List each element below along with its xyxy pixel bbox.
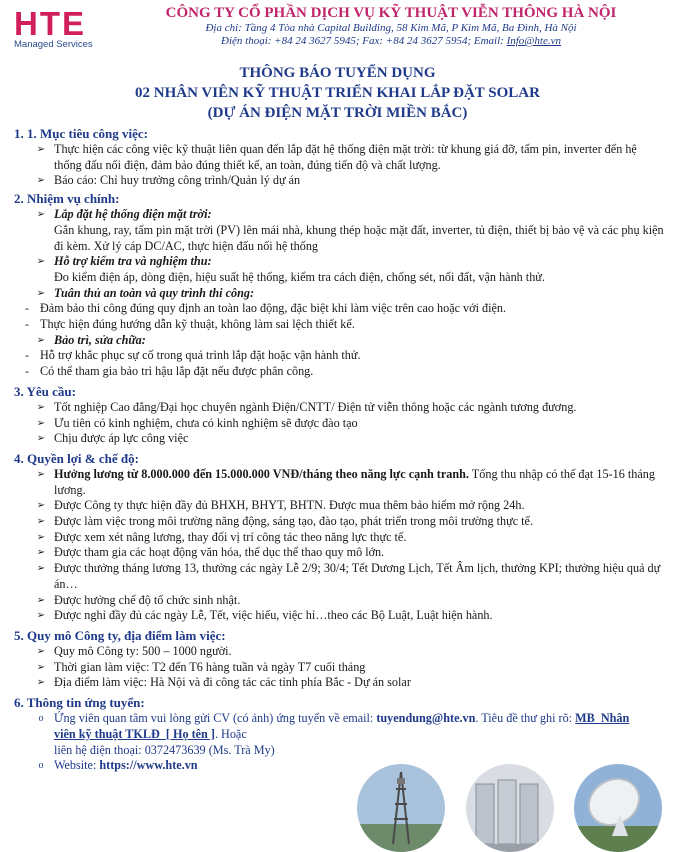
duty-subheading-text: Lắp đặt hệ thống điện mặt trời: <box>54 207 212 222</box>
apply-instruction-mid: . Tiêu đề thư ghi rõ: <box>475 711 576 726</box>
list-item <box>14 545 664 561</box>
server-rack-icon <box>466 764 554 852</box>
dash-bullet-icon: - <box>25 364 29 379</box>
company-address: Địa chỉ: Tầng 4 Tòa nhà Capital Building, 58 Kim Mã, P Kim Mã, Ba Đình, Hà Nội <box>205 22 577 34</box>
section-heading-duties: 2. Nhiệm vụ chính: <box>14 191 120 207</box>
list-item <box>0 348 664 364</box>
salary-range: Hưởng lương từ 8.000.000 đến 15.000.000 VNĐ/tháng theo năng lực cạnh tranh. <box>54 466 469 481</box>
arrow-bullet-icon: ➢ <box>36 500 46 512</box>
list-item <box>14 593 664 609</box>
salary-note: Tổng thu nhập có thể đạt 15-16 tháng lương. <box>54 466 655 497</box>
list-item <box>14 660 664 676</box>
benefit-text: Được thưởng tháng lương 13, thưởng các ngày Lễ 2/9; 30/4; Tết Dương Lịch, Tết Âm lịch, thưởng KPI; thưởng hiệu quả dự án… <box>54 561 661 591</box>
arrow-bullet-icon: ➢ <box>36 547 46 559</box>
apply-instruction-end: . Hoặc <box>214 726 247 741</box>
company-name: CÔNG TY CỔ PHẦN DỊCH VỤ KỸ THUẬT VIỄN THÔNG HÀ NỘI <box>165 5 617 21</box>
list-item <box>14 514 664 530</box>
arrow-bullet-icon: ➢ <box>36 610 46 622</box>
list-item <box>14 644 664 660</box>
arrow-bullet-icon: ➢ <box>36 661 46 673</box>
company-info-text: Quy mô Công ty: 500 – 1000 người. <box>54 643 232 658</box>
arrow-bullet-icon: ➢ <box>36 256 46 268</box>
company-logo <box>14 5 106 50</box>
duty-text: Đo kiểm điện áp, dòng điện, hiệu suất hệ thống, kiểm tra cách điện, chống sét, nối đất, vận hành thử. <box>54 269 545 284</box>
arrow-bullet-icon: ➢ <box>36 531 46 543</box>
list-item <box>14 142 664 173</box>
contact-text: Điện thoại: +84 24 3627 5945; Fax: +84 24 3627 5954; Email: <box>221 35 507 47</box>
company-info-text: Thời gian làm việc: T2 đến T6 hàng tuần và ngày T7 cuối tháng <box>54 659 366 674</box>
company-info-text: Địa điểm làm việc: Hà Nội và đi công tác các tỉnh phía Bắc - Dự án solar <box>54 675 411 690</box>
notice-body <box>14 124 664 774</box>
telecom-tower-photo <box>357 764 445 852</box>
arrow-bullet-icon: ➢ <box>36 563 46 575</box>
duty-subheading <box>14 207 664 223</box>
list-item <box>14 400 664 416</box>
list-item <box>14 711 654 758</box>
duty-subheading <box>14 286 664 302</box>
arrow-bullet-icon: ➢ <box>36 417 46 429</box>
arrow-bullet-icon: ➢ <box>36 433 46 445</box>
recruit-email-link[interactable]: tuyendung@hte.vn <box>376 711 476 726</box>
project-title: (DỰ ÁN ĐIỆN MẶT TRỜI MIỀN BẮC) <box>207 105 468 121</box>
list-item <box>0 364 664 380</box>
website-line <box>54 758 664 774</box>
circle-bullet-icon: o <box>38 760 44 772</box>
section-heading-requirements: 3. Yêu cầu: <box>14 383 76 399</box>
website-link[interactable]: https://www.hte.vn <box>99 758 198 773</box>
benefit-text: Được làm việc trong môi trường năng động, sáng tạo, đào tạo, phát triển trong môi trường thực tế. <box>54 514 533 529</box>
salary-text <box>54 467 664 498</box>
dash-bullet-icon: - <box>25 348 29 363</box>
arrow-bullet-icon: ➢ <box>36 334 46 346</box>
circle-bullet-icon: o <box>38 713 44 725</box>
requirement-text: Chịu được áp lực công việc <box>54 431 189 446</box>
arrow-bullet-icon: ➢ <box>36 144 46 155</box>
contact-phone: liên hệ điện thoại: 0372473639 (Ms. Trà My) <box>54 742 275 757</box>
list-item <box>0 301 664 317</box>
satellite-dish-icon <box>574 764 662 852</box>
duty-text: Đảm bảo thi công đúng quy định an toàn lao động, đặc biệt khi làm việc trên cao hoặc với điện. <box>40 301 507 316</box>
telecom-tower-icon <box>357 764 445 852</box>
arrow-bullet-icon: ➢ <box>36 677 46 689</box>
website-label: Website: <box>54 758 100 773</box>
satellite-dish-photo <box>574 764 662 852</box>
duty-subheading <box>14 254 664 270</box>
list-item <box>14 530 664 546</box>
arrow-bullet-icon: ➢ <box>36 401 46 413</box>
dash-bullet-icon: - <box>25 301 29 316</box>
logo-tagline: Managed Services <box>14 39 93 50</box>
server-room-photo <box>466 764 554 852</box>
list-item <box>14 561 664 592</box>
requirement-text: Ưu tiên có kinh nghiệm, chưa có kinh nghiệm sẽ được đào tạo <box>54 415 358 430</box>
email-subject-format: MB_Nhân viên kỹ thuật TKLĐ_[ Họ tên ] <box>54 711 630 741</box>
section-heading-objectives: 1. 1. Mục tiêu công việc: <box>14 126 148 141</box>
section-heading-benefits: 4. Quyền lợi & chế độ: <box>14 450 139 466</box>
benefit-text: Được nghỉ đầy đủ các ngày Lễ, Tết, việc hiếu, việc hỉ…theo các Bộ Luật, Luật hiện hành. <box>54 608 493 623</box>
list-item <box>14 173 664 189</box>
list-item <box>14 498 664 514</box>
arrow-bullet-icon: ➢ <box>36 209 46 221</box>
list-item <box>14 467 664 498</box>
logo-wordmark: HTE <box>14 5 86 42</box>
notice-title: THÔNG BÁO TUYỂN DỤNG <box>239 65 436 81</box>
section-heading-application: 6. Thông tin ứng tuyển: <box>14 695 145 711</box>
duty-text: Gắn khung, ray, tấm pin mặt trời (PV) lên mái nhà, khung thép hoặc mặt đất, inverter, tủ điện, thiết bị bảo vệ và các phụ kiện đi kèm. Xử lý cáp DC/AC, thực hiện đấu nối hệ thống <box>54 222 664 253</box>
apply-instruction: Ứng viên quan tâm vui lòng gửi CV (có ảnh) ứng tuyển về email: <box>54 711 377 726</box>
benefit-text: Được xem xét nâng lương, thay đổi vị trí công tác theo năng lực thực tế. <box>54 529 407 544</box>
list-item <box>0 317 664 333</box>
list-item <box>14 758 664 774</box>
duty-subheading <box>14 333 664 349</box>
list-item <box>14 416 664 432</box>
duty-text: Có thể tham gia bảo trì hậu lắp đặt nếu được phân công. <box>40 364 314 379</box>
duty-text: Thực hiện đúng hướng dẫn kỹ thuật, không làm sai lệch thiết kế. <box>40 317 355 332</box>
duty-subheading-text: Tuân thủ an toàn và quy trình thi công: <box>54 285 255 300</box>
list-item <box>14 431 664 447</box>
arrow-bullet-icon: ➢ <box>36 287 46 299</box>
objective-text: Báo cáo: Chỉ huy trưởng công trình/Quản lý dự án <box>54 173 301 188</box>
requirement-text: Tốt nghiệp Cao đẳng/Đại học chuyên ngành Điện/CNTT/ Điện tử viễn thông hoặc các ngành tương đương. <box>54 399 577 414</box>
company-email-link[interactable]: Info@hte.vn <box>506 35 561 47</box>
duty-text: Hỗ trợ khắc phục sự cố trong quá trình lắp đặt hoặc vận hành thử. <box>40 348 361 363</box>
section-heading-company-location: 5. Quy mô Công ty, địa điểm làm việc: <box>14 627 226 643</box>
dash-bullet-icon: - <box>25 317 29 332</box>
arrow-bullet-icon: ➢ <box>36 516 46 528</box>
arrow-bullet-icon: ➢ <box>36 175 46 187</box>
benefit-text: Được Công ty thực hiện đầy đủ BHXH, BHYT, BHTN. Được mua thêm bảo hiểm mở rộng 24h. <box>54 498 525 513</box>
arrow-bullet-icon: ➢ <box>36 594 46 606</box>
list-item <box>14 675 664 691</box>
apply-text <box>54 711 654 758</box>
objective-text: Thực hiện các công việc kỹ thuật liên quan đến lắp đặt hệ thống điện mặt trời: từ khung giá đỡ, tấm pin, inverter đến hệ thống đấu nối điện, đảm bảo đúng thiết kế, an toàn, đúng tiến độ và chất lượng. <box>54 142 637 172</box>
duty-subheading-text: Hỗ trợ kiểm tra và nghiệm thu: <box>54 254 212 269</box>
position-title: 02 NHÂN VIÊN KỸ THUẬT TRIỂN KHAI LẮP ĐẶT SOLAR <box>135 85 540 101</box>
arrow-bullet-icon: ➢ <box>36 468 46 480</box>
company-contact <box>116 35 666 48</box>
company-header <box>116 4 666 48</box>
duty-subheading-text: Bảo trì, sửa chữa: <box>54 332 146 347</box>
benefit-text: Được hưởng chế độ tổ chức sinh nhật. <box>54 592 241 607</box>
benefit-text: Được tham gia các hoạt động văn hóa, thể dục thể thao quy mô lớn. <box>54 545 385 560</box>
arrow-bullet-icon: ➢ <box>36 645 46 657</box>
list-item <box>14 608 664 624</box>
